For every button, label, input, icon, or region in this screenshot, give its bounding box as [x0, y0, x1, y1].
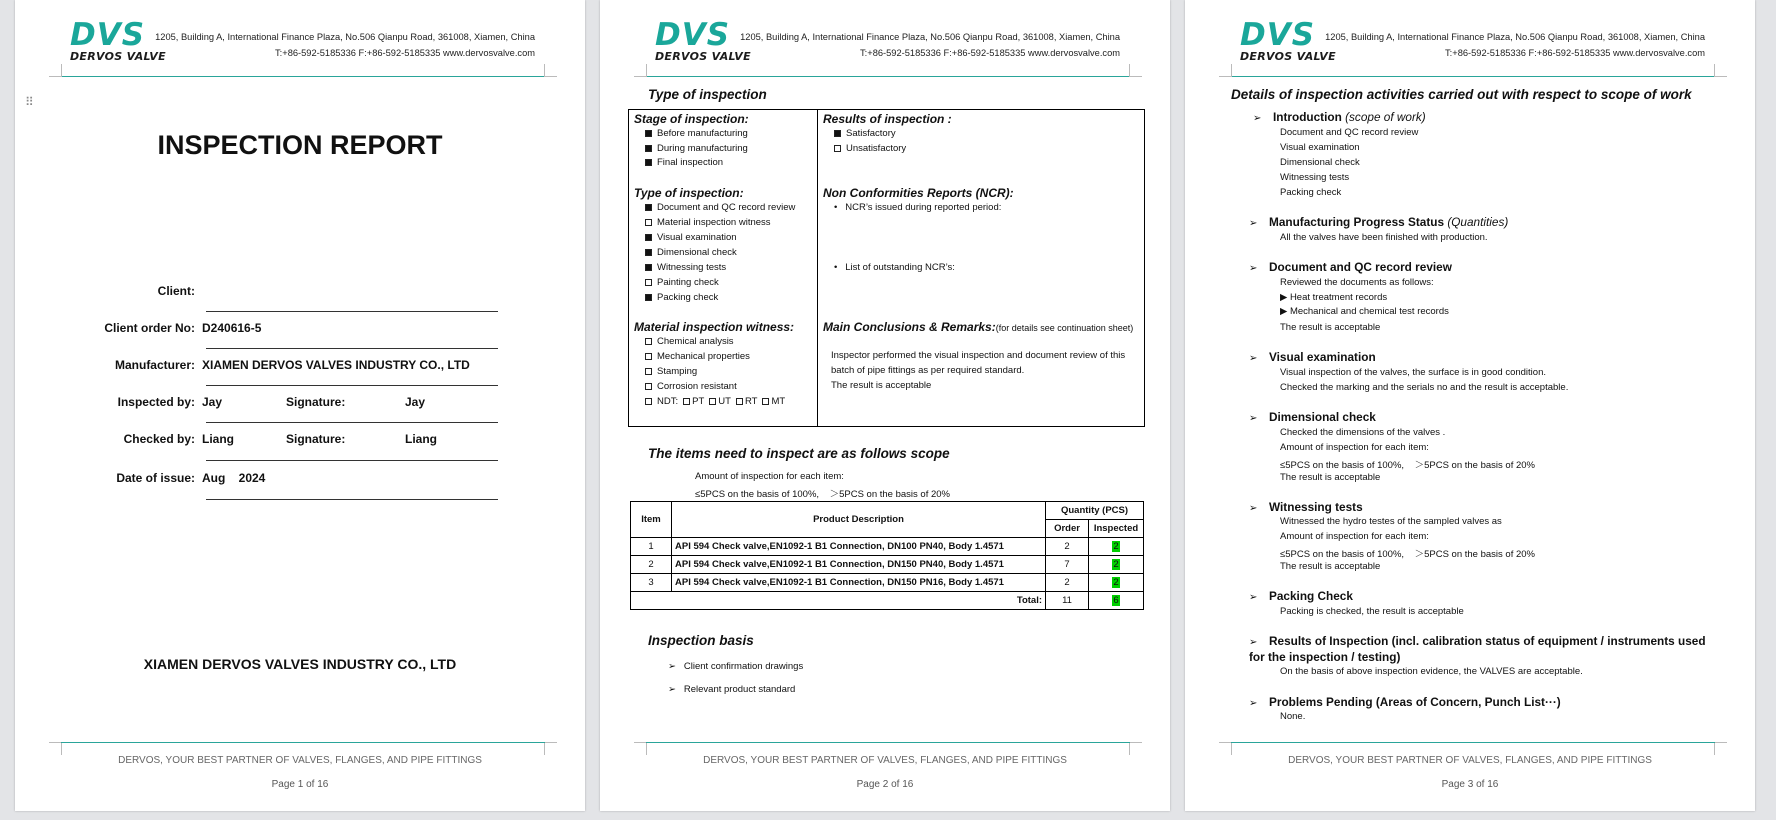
arrow-bullet-icon: ➢ — [668, 661, 676, 672]
order-value: D240616-5 — [202, 321, 262, 335]
unchecked-box-icon — [683, 398, 690, 405]
arrow-bullet-icon: ➢ — [1249, 637, 1258, 648]
margin-corner — [1129, 64, 1142, 77]
margin-corner — [1714, 742, 1727, 755]
unchecked-box-icon — [645, 279, 652, 286]
arrow-bullet-icon: ➢ — [1249, 218, 1258, 229]
dim-text: Checked the dimensions of the valves . — [1280, 427, 1446, 438]
margin-corner — [1129, 742, 1142, 755]
inspected-value: Jay — [202, 395, 223, 409]
packing-heading: ➢ Packing Check — [1249, 589, 1353, 603]
doc-review-heading: ➢ Document and QC record review — [1249, 260, 1452, 274]
field-underline — [206, 422, 498, 423]
dimensional-heading: ➢ Dimensional check — [1249, 410, 1376, 424]
witness-item: Chemical analysis — [645, 336, 734, 347]
address-line: 1205, Building A, International Finance Plaza, No.506 Qianpu Road, 361008, Xiamen, China — [1325, 32, 1705, 42]
type-heading: Type of inspection: — [634, 186, 744, 200]
checked-box-icon — [645, 249, 652, 256]
margin-corner — [1714, 64, 1727, 77]
ndt-item: NDT: PT UT RT MT — [645, 396, 785, 407]
unchecked-box-icon — [709, 398, 716, 405]
page-3 — [1185, 0, 1755, 811]
wit-result: The result is acceptable — [1280, 561, 1381, 572]
row-description: API 594 Check valve,EN1092-1 B1 Connection, DN150 PN40, Body 1.4571 — [672, 556, 1046, 574]
unchecked-box-icon — [736, 398, 743, 405]
field-underline — [206, 499, 498, 500]
intro-item: Packing check — [1280, 187, 1342, 198]
arrow-bullet-icon: ➢ — [1249, 503, 1258, 514]
logo-subtitle: DERVOS VALVE — [70, 50, 166, 63]
row-description: API 594 Check valve,EN1092-1 B1 Connection, DN150 PN16, Body 1.4571 — [672, 574, 1046, 592]
table-row — [631, 556, 1144, 574]
dim-amount: Amount of inspection for each item: — [1280, 442, 1429, 453]
doc-result: The result is acceptable — [1280, 322, 1381, 333]
margin-corner — [634, 64, 647, 77]
checked-box-icon — [645, 294, 652, 301]
unchecked-box-icon — [762, 398, 769, 405]
arrow-bullet-icon: ➢ — [1249, 592, 1258, 603]
logo-subtitle: DERVOS VALVE — [655, 50, 751, 63]
type-item: Witnessing tests — [645, 262, 726, 273]
type-item: Visual examination — [645, 232, 737, 243]
page-number: Page 3 of 16 — [1441, 779, 1499, 790]
total-order: 11 — [1046, 592, 1089, 610]
witness-heading: Material inspection witness: — [634, 320, 795, 334]
bullet-icon: • — [834, 262, 838, 273]
unchecked-box-icon — [645, 219, 652, 226]
conclusions-text: Inspector performed the visual inspection and document review of this batch of pipe fittings as per required standard. The result is acceptable — [831, 350, 1126, 391]
row-inspected: 2 — [1089, 556, 1144, 574]
doc-item: ▶ Mechanical and chemical test records — [1280, 306, 1449, 317]
doc-item: ▶ Heat treatment records — [1280, 292, 1388, 303]
witness-item: Corrosion resistant — [645, 381, 737, 392]
header-rule — [61, 76, 545, 77]
wit-rule: ≤5PCS on the basis of 100%, ＞5PCS on the basis of 20% — [1280, 549, 1535, 560]
page-number: Page 2 of 16 — [856, 779, 914, 790]
table-row — [631, 574, 1144, 592]
checked-value: Liang — [202, 432, 234, 446]
unchecked-box-icon — [645, 353, 652, 360]
wit-amount: Amount of inspection for each item: — [1280, 531, 1429, 542]
results-heading-cont: for the inspection / testing) — [1249, 650, 1401, 664]
doc-text: Reviewed the documents as follows: — [1280, 277, 1434, 288]
row-description: API 594 Check valve,EN1092-1 B1 Connection, DN100 PN40, Body 1.4571 — [672, 538, 1046, 556]
arrow-bullet-icon: ➢ — [1249, 263, 1258, 274]
logo-subtitle: DERVOS VALVE — [1240, 50, 1336, 63]
intro-item: Visual examination — [1280, 142, 1360, 153]
type-item: Document and QC record review — [645, 202, 795, 213]
conclusions-heading: Main Conclusions & Remarks:(for details see continuation sheet) — [823, 320, 1134, 334]
intro-item: Dimensional check — [1280, 157, 1360, 168]
order-label: Client order No: — [104, 321, 195, 335]
signature-label: Signature: — [286, 395, 346, 409]
contact-line: T:+86-592-5185336 F:+86-592-5185335 www.dervosvalve.com — [275, 48, 535, 58]
header-address — [1325, 29, 1705, 61]
ncr-outstanding: • List of outstanding NCR’s: — [834, 262, 955, 273]
date-label: Date of issue: — [116, 471, 195, 485]
footer-slogan: DERVOS, YOUR BEST PARTNER OF VALVES, FLANGES, AND PIPE FITTINGS — [1288, 755, 1652, 766]
report-title: INSPECTION REPORT — [157, 130, 443, 160]
logo-mark: DVS — [70, 17, 146, 53]
date-value: Aug 2024 — [202, 471, 266, 485]
column-divider — [817, 110, 818, 426]
witness-item: Mechanical properties — [645, 351, 750, 362]
problems-heading: ➢ Problems Pending (Areas of Concern, Punch List···) — [1249, 695, 1561, 709]
address-line: 1205, Building A, International Finance Plaza, No.506 Qianpu Road, 361008, Xiamen, China — [155, 32, 535, 42]
scope-title: The items need to inspect are as follows scope — [648, 446, 950, 461]
field-underline — [206, 348, 498, 349]
basis-title: Inspection basis — [648, 633, 754, 648]
stage-heading: Stage of inspection: — [634, 112, 749, 126]
header-rule — [1231, 76, 1715, 77]
total-row — [631, 592, 1144, 610]
wit-text: Witnessed the hydro testes of the sampled valves as — [1280, 516, 1502, 527]
row-inspected: 2 — [1089, 538, 1144, 556]
row-order: 2 — [1046, 574, 1089, 592]
result-item: Satisfactory — [834, 128, 896, 139]
items-table — [630, 501, 1144, 610]
field-underline — [206, 311, 498, 312]
type-item: Packing check — [645, 292, 718, 303]
unchecked-box-icon — [645, 368, 652, 375]
margin-corner — [49, 64, 62, 77]
visual-text: Checked the marking and the serials no and the result is acceptable. — [1280, 382, 1569, 393]
footer-slogan: DERVOS, YOUR BEST PARTNER OF VALVES, FLANGES, AND PIPE FITTINGS — [118, 755, 482, 766]
checked-signature: Liang — [405, 432, 437, 446]
progress-heading: ➢ Manufacturing Progress Status (Quantities) — [1249, 215, 1509, 229]
checked-row — [85, 432, 515, 454]
witnessing-heading: ➢ Witnessing tests — [1249, 500, 1363, 514]
contact-line: T:+86-592-5185336 F:+86-592-5185335 www.dervosvalve.com — [1445, 48, 1705, 58]
row-order: 2 — [1046, 538, 1089, 556]
header-rule — [646, 76, 1130, 77]
col-order: Order — [1046, 520, 1089, 538]
total-label: Total: — [631, 592, 1046, 610]
unchecked-box-icon — [645, 398, 652, 405]
pack-text: Packing is checked, the result is acceptable — [1280, 606, 1464, 617]
checked-box-icon — [834, 130, 841, 137]
type-item: Material inspection witness — [645, 217, 771, 228]
table-row — [631, 538, 1144, 556]
intro-item: Witnessing tests — [1280, 172, 1350, 183]
type-item: Dimensional check — [645, 247, 737, 258]
contact-line: T:+86-592-5185336 F:+86-592-5185335 www.dervosvalve.com — [860, 48, 1120, 58]
margin-corner — [544, 742, 557, 755]
margin-corner — [1219, 742, 1232, 755]
amount-label: Amount of inspection for each item: — [695, 471, 844, 482]
dim-rule: ≤5PCS on the basis of 100%, ＞5PCS on the basis of 20% — [1280, 460, 1535, 471]
footer-rule — [61, 742, 545, 743]
checked-box-icon — [645, 159, 652, 166]
manufacturer-row — [85, 358, 515, 380]
page-2 — [600, 0, 1170, 811]
ncr-issued: • NCR’s issued during reported period: — [834, 202, 1002, 213]
details-title: Details of inspection activities carried out with respect to scope of work — [1231, 87, 1692, 102]
basis-item: ➢ Client confirmation drawings — [668, 661, 804, 672]
bullet-icon: • — [834, 202, 838, 213]
page-1 — [15, 0, 585, 811]
arrow-bullet-icon: ➢ — [1249, 413, 1258, 424]
problems-text: None. — [1280, 711, 1306, 722]
address-line: 1205, Building A, International Finance Plaza, No.506 Qianpu Road, 361008, Xiamen, China — [740, 32, 1120, 42]
col-item: Item — [631, 502, 672, 538]
footer-slogan: DERVOS, YOUR BEST PARTNER OF VALVES, FLANGES, AND PIPE FITTINGS — [703, 755, 1067, 766]
unchecked-box-icon — [645, 338, 652, 345]
row-order: 7 — [1046, 556, 1089, 574]
intro-item: Document and QC record review — [1280, 127, 1419, 138]
amount-rule: ≤5PCS on the basis of 100%, ＞5PCS on the basis of 20% — [695, 489, 950, 500]
manufacturer-label: Manufacturer: — [114, 358, 195, 372]
date-row — [85, 471, 515, 493]
results-heading: Results of inspection : — [823, 112, 952, 126]
arrow-bullet-icon: ➢ — [1249, 698, 1258, 709]
field-underline — [206, 460, 498, 461]
unchecked-box-icon — [645, 383, 652, 390]
stage-item: During manufacturing — [645, 143, 748, 154]
ncr-heading: Non Conformities Reports (NCR): — [823, 186, 1014, 200]
progress-text: All the valves have been finished with production. — [1280, 232, 1488, 243]
row-item: 3 — [631, 574, 672, 592]
dim-result: The result is acceptable — [1280, 472, 1381, 483]
margin-corner — [1219, 64, 1232, 77]
introduction-heading: ➢ Introduction (scope of work) — [1253, 110, 1426, 124]
checked-box-icon — [645, 145, 652, 152]
arrow-bullet-icon: ➢ — [1249, 353, 1258, 364]
margin-corner — [544, 64, 557, 77]
manufacturer-value: XIAMEN DERVOS VALVES INDUSTRY CO., LTD — [202, 358, 470, 372]
stage-item: Final inspection — [645, 157, 723, 168]
type-item: Painting check — [645, 277, 719, 288]
unchecked-box-icon — [834, 145, 841, 152]
checked-box-icon — [645, 234, 652, 241]
col-description: Product Description — [672, 502, 1046, 538]
row-inspected: 2 — [1089, 574, 1144, 592]
visual-heading: ➢ Visual examination — [1249, 350, 1376, 364]
footer-rule — [646, 742, 1130, 743]
checked-box-icon — [645, 130, 652, 137]
footer-rule — [1231, 742, 1715, 743]
col-quantity: Quantity (PCS) — [1046, 502, 1144, 520]
inspection-box — [628, 109, 1145, 427]
inspected-signature: Jay — [405, 395, 426, 409]
row-item: 1 — [631, 538, 672, 556]
row-item: 2 — [631, 556, 672, 574]
order-row — [85, 321, 515, 343]
col-inspected: Inspected — [1089, 520, 1144, 538]
inspected-row — [85, 395, 515, 417]
client-row — [85, 284, 515, 306]
header-address — [740, 29, 1120, 61]
type-of-inspection-title: Type of inspection — [648, 87, 767, 102]
results-heading: ➢ Results of Inspection (incl. calibration status of equipment / instruments used — [1249, 634, 1706, 648]
result-item: Unsatisfactory — [834, 143, 906, 154]
results-text: On the basis of above inspection evidence, the VALVES are acceptable. — [1280, 666, 1583, 677]
drag-handle-icon[interactable]: ⠿ — [25, 95, 32, 109]
logo-mark: DVS — [1240, 17, 1316, 53]
inspected-label: Inspected by: — [117, 395, 195, 409]
conclusions-note: (for details see continuation sheet) — [995, 323, 1134, 333]
client-label: Client: — [157, 284, 195, 298]
total-inspected: 6 — [1089, 592, 1144, 610]
header-address — [155, 29, 535, 61]
field-underline — [206, 385, 498, 386]
company-name: XIAMEN DERVOS VALVES INDUSTRY CO., LTD — [143, 656, 457, 672]
stage-item: Before manufacturing — [645, 128, 748, 139]
checked-box-icon — [645, 264, 652, 271]
logo-mark: DVS — [655, 17, 731, 53]
checked-box-icon — [645, 204, 652, 211]
arrow-bullet-icon: ➢ — [1253, 113, 1262, 124]
visual-text: Visual inspection of the valves, the surface is in good condition. — [1280, 367, 1546, 378]
signature-label: Signature: — [286, 432, 346, 446]
basis-item: ➢ Relevant product standard — [668, 684, 796, 695]
margin-corner — [634, 742, 647, 755]
witness-item: Stamping — [645, 366, 697, 377]
margin-corner — [49, 742, 62, 755]
page-number: Page 1 of 16 — [271, 779, 329, 790]
arrow-bullet-icon: ➢ — [668, 684, 676, 695]
checked-label: Checked by: — [123, 432, 195, 446]
